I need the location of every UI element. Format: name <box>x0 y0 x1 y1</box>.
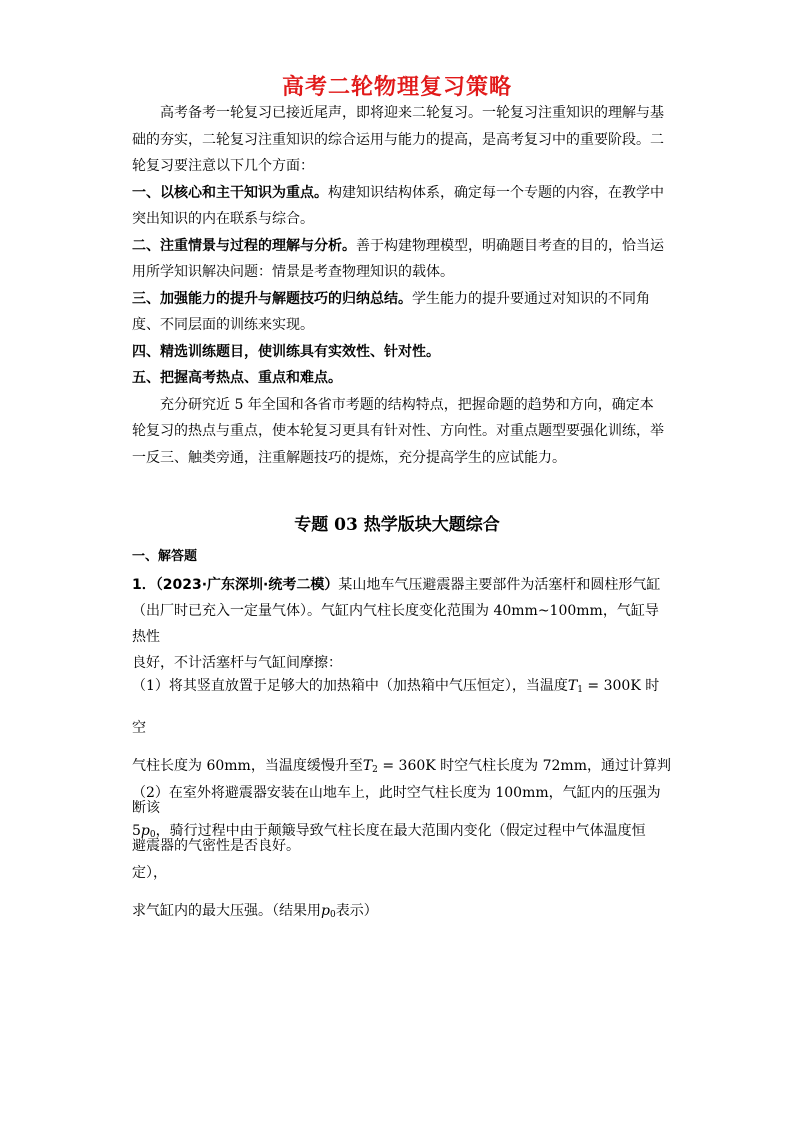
section-title: 专题 03 热学版块大题综合 <box>294 515 500 535</box>
summary-paragraph: 充分研究近 5 年全国和各省市考题的结构特点，把握命题的趋势和方向，确定本轮复习的热点与重点，使本轮复习更具有针对性、方向性。对重点题型要强化训练，举一反三、触类旁通，注重解题技巧的提炼，充分提高学生的应试能力。 <box>132 396 664 466</box>
section-heading: 一、解答题 <box>132 549 198 564</box>
intro-paragraph: 高考备考一轮复习已接近尾声，即将迎来二轮复习。一轮复习注重知识的理解与基础的夯实，二轮复习注重知识的综合运用与能力的提高，是高考复习中的重要阶段。二轮复习要注意以下几个方面： <box>132 105 664 174</box>
strategy-item-5: 五、把握高考热点、重点和难点。 <box>132 370 342 386</box>
page-title: 高考二轮物理复习策略 <box>281 75 512 100</box>
intro-block <box>132 100 667 471</box>
question-1-part-2: （2）在室外将避震器安装在山地车上，此时空气柱长度为 100mm，气缸内的压强为 5p0，骑行过程中由于颠簸导致气柱长度在最大范围内变化（假定过程中气体温度恒定）， 求气缸内的最大压强。（结果用p0表示） <box>132 785 661 920</box>
strategy-item-3: 三、加强能力的提升与解题技巧的归纳总结。学生能力的提升要通过对知识的不同角度、不同层面的训练来实现。 <box>132 290 650 333</box>
strategy-item-1: 一、以核心和主干知识为重点。构建知识结构体系，确定每一个专题的内容，在教学中突出知识的内在联系与综合。 <box>132 184 664 227</box>
strategy-item-2: 二、注重情景与过程的理解与分析。善于构建物理模型，明确题目考查的目的，恰当运用所学知识解决问题：情景是考查物理知识的载体。 <box>132 237 664 280</box>
question-1-part-1: （1）将其竖直放置于足够大的加热箱中（加热箱中气压恒定），当温度T1 = 300K 时空 气柱长度为 60mm，当温度缓慢升至T2 = 360K 时空气柱长度为 72mm，通过计算判断该 避震器的气密性是否良好。 <box>132 678 671 854</box>
question-1-stem: 1．（2023·广东深圳·统考二模）某山地车气压避震器主要部件为活塞杆和圆柱形气缸 （出厂时已充入一定量气体）。气缸内气柱长度变化范围为 40mm~100mm，气缸导热性 良好，不计活塞杆与气缸间摩擦： <box>132 577 661 671</box>
strategy-item-4: 四、精选训练题目，使训练具有实效性、针对性。 <box>132 343 440 360</box>
